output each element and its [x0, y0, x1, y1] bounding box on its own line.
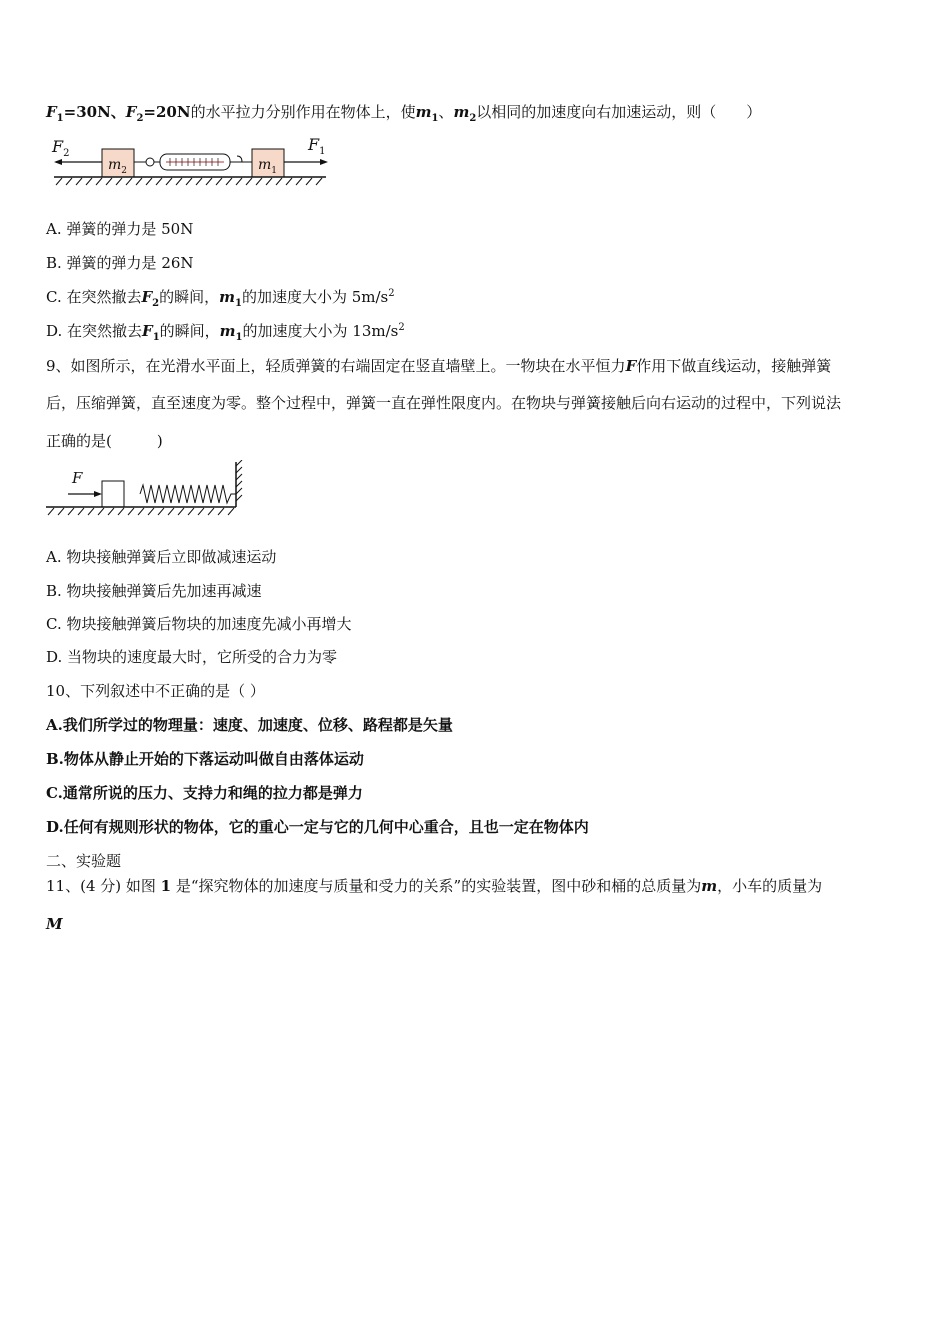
spring	[140, 485, 236, 503]
q9-stem-line2: 后，压缩弹簧，直至速度为零。整个过程中，弹簧一直在弹性限度内。在物块与弹簧接触后向右运动的过程中，下列说法	[46, 394, 842, 412]
q9-stem-line1: 9、如图所示，在光滑水平面上，轻质弹簧的右端固定在竖直墙壁上。一物块在水平恒力F作用下做直线运动，接触弹簧	[46, 357, 832, 375]
q8-option-a[interactable]: A. 弹簧的弹力是 50N	[46, 220, 194, 238]
q8-option-d[interactable]: D. 在突然撤去$F_1$的瞬间，$m_1$的加速度大小为 $13m/s^2$	[46, 322, 405, 343]
floor-hatching	[48, 508, 234, 515]
scale-ring	[146, 158, 154, 166]
svg-text:m2: $m_2$	[108, 157, 128, 176]
q9-option-b[interactable]: B. 物块接触弹簧后先加速再减速	[46, 582, 262, 600]
section-heading: 二、实验题	[46, 852, 122, 870]
q9-option-d[interactable]: D. 当物块的速度最大时，它所受的合力为零	[46, 648, 338, 666]
q8-stem: $F_1=30N$、$F_2=20N$的水平拉力分别作用在物体上，使$m_1$、$m_2$以相同的加速度向右加速运动，则（ ）	[46, 103, 762, 124]
scale-hook	[237, 156, 242, 162]
f2-label: $F_2$	[52, 137, 70, 159]
q10-stem: 10、下列叙述中不正确的是（ ）	[46, 682, 265, 700]
q8-option-c[interactable]: C. 在突然撤去$F_2$的瞬间，$m_1$的加速度大小为 $5m/s^2$	[46, 288, 395, 309]
q9-figure	[44, 460, 250, 520]
q9-option-a[interactable]: A. 物块接触弹簧后立即做减速运动	[46, 548, 277, 566]
ground-hatching	[56, 178, 322, 185]
q8-figure	[46, 132, 336, 188]
q9-stem-line3: 正确的是( )	[46, 432, 163, 450]
f1-label: $F_1$	[308, 135, 326, 157]
q9-option-c[interactable]: C. 物块接触弹簧后物块的加速度先减小再增大	[46, 615, 352, 633]
svg-text:m1: $m_1$	[258, 157, 278, 176]
q10-option-a[interactable]: A.我们所学过的物理量：速度、加速度、位移、路程都是矢量	[46, 716, 453, 734]
force-label: F	[72, 469, 83, 487]
q10-option-b[interactable]: B.物体从静止开始的下落运动叫做自由落体运动	[46, 750, 364, 768]
block	[102, 481, 124, 507]
q10-option-d[interactable]: D.任何有规则形状的物体，它的重心一定与它的几何中心重合，且也一定在物体内	[46, 818, 589, 836]
q10-option-c[interactable]: C.通常所说的压力、支持力和绳的拉力都是弹力	[46, 784, 363, 802]
q11-stem-line2: M	[46, 915, 63, 933]
q8-option-b[interactable]: B. 弹簧的弹力是 26N	[46, 254, 194, 272]
q11-stem-line1: 11、(4 分) 如图 1 是“探究物体的加速度与质量和受力的关系”的实验装置，图中砂和桶的总质量为m，小车的质量为	[46, 877, 823, 895]
